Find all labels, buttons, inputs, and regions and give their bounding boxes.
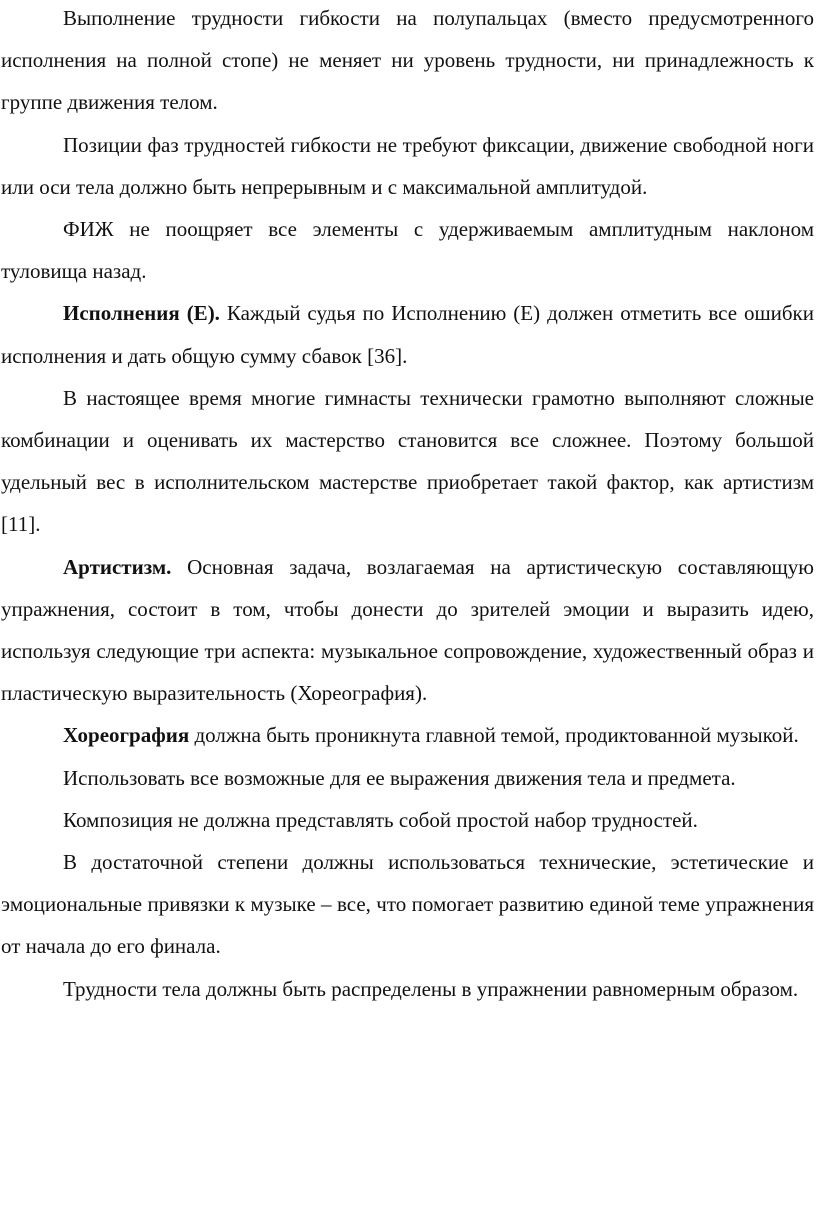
- paragraph-text: Трудности тела должны быть распределены в упражнении равномерным образом.: [63, 976, 799, 1001]
- paragraph-artistry-factor: [1, 377, 814, 546]
- paragraph-half-toe-flexibility: [1, 0, 814, 124]
- paragraph-text: должна быть проникнута главной темой, продиктованной музыкой.: [189, 723, 799, 748]
- paragraph-text: Основная задача, возлагаемая на артистическую составляющую упражнения, состоит в том, чтобы донести до зрителей эмоции и выразить идею, используя следующие три аспекта: музыкальное сопровождение, художественный образ и пластическую выразительность (Хореография).: [1, 554, 814, 706]
- paragraph-text: ФИЖ не поощряет все элементы с удерживаемым амплитудным наклоном туловища назад.: [1, 217, 814, 284]
- paragraph-composition: [1, 799, 814, 841]
- paragraph-difficulty-distribution: [1, 968, 814, 1010]
- paragraph-execution: [1, 292, 814, 376]
- paragraph-text: Композиция не должна представлять собой простой набор трудностей.: [63, 807, 698, 832]
- paragraph-text: В достаточной степени должны использоваться технические, эстетические и эмоциональные привязки к музыке – все, что помогает развитию единой теме упражнения от начала до его финала.: [1, 850, 814, 959]
- paragraph-text: Позиции фаз трудностей гибкости не требуют фиксации, движение свободной ноги или оси тела должно быть непрерывным и с максимальной амплитудой.: [1, 132, 814, 199]
- paragraph-text: В настоящее время многие гимнасты технически грамотно выполняют сложные комбинации и оценивать их мастерство становится все сложнее. Поэтому большой удельный вес в исполнительском мастерстве приобретает такой фактор, как артистизм [11].: [1, 385, 814, 537]
- paragraph-artistry: [1, 546, 814, 715]
- paragraph-body-movements: [1, 757, 814, 799]
- paragraph-fig-backbend: [1, 208, 814, 292]
- paragraph-music-links: [1, 841, 814, 968]
- paragraph-choreography: [1, 714, 814, 756]
- paragraph-heading: Исполнения (Е).: [63, 301, 220, 326]
- paragraph-heading: Артистизм.: [63, 554, 172, 579]
- paragraph-text: Использовать все возможные для ее выражения движения тела и предмета.: [63, 765, 736, 790]
- paragraph-text: Выполнение трудности гибкости на полупальцах (вместо предусмотренного исполнения на полной стопе) не меняет ни уровень трудности, ни принадлежность к группе движения телом.: [1, 6, 814, 115]
- paragraph-flexibility-phases: [1, 124, 814, 208]
- paragraph-heading: Хореография: [63, 723, 190, 748]
- paragraph-text: Каждый судья по Исполнению (Е) должен отметить все ошибки исполнения и дать общую сумму сбавок [36].: [1, 301, 814, 368]
